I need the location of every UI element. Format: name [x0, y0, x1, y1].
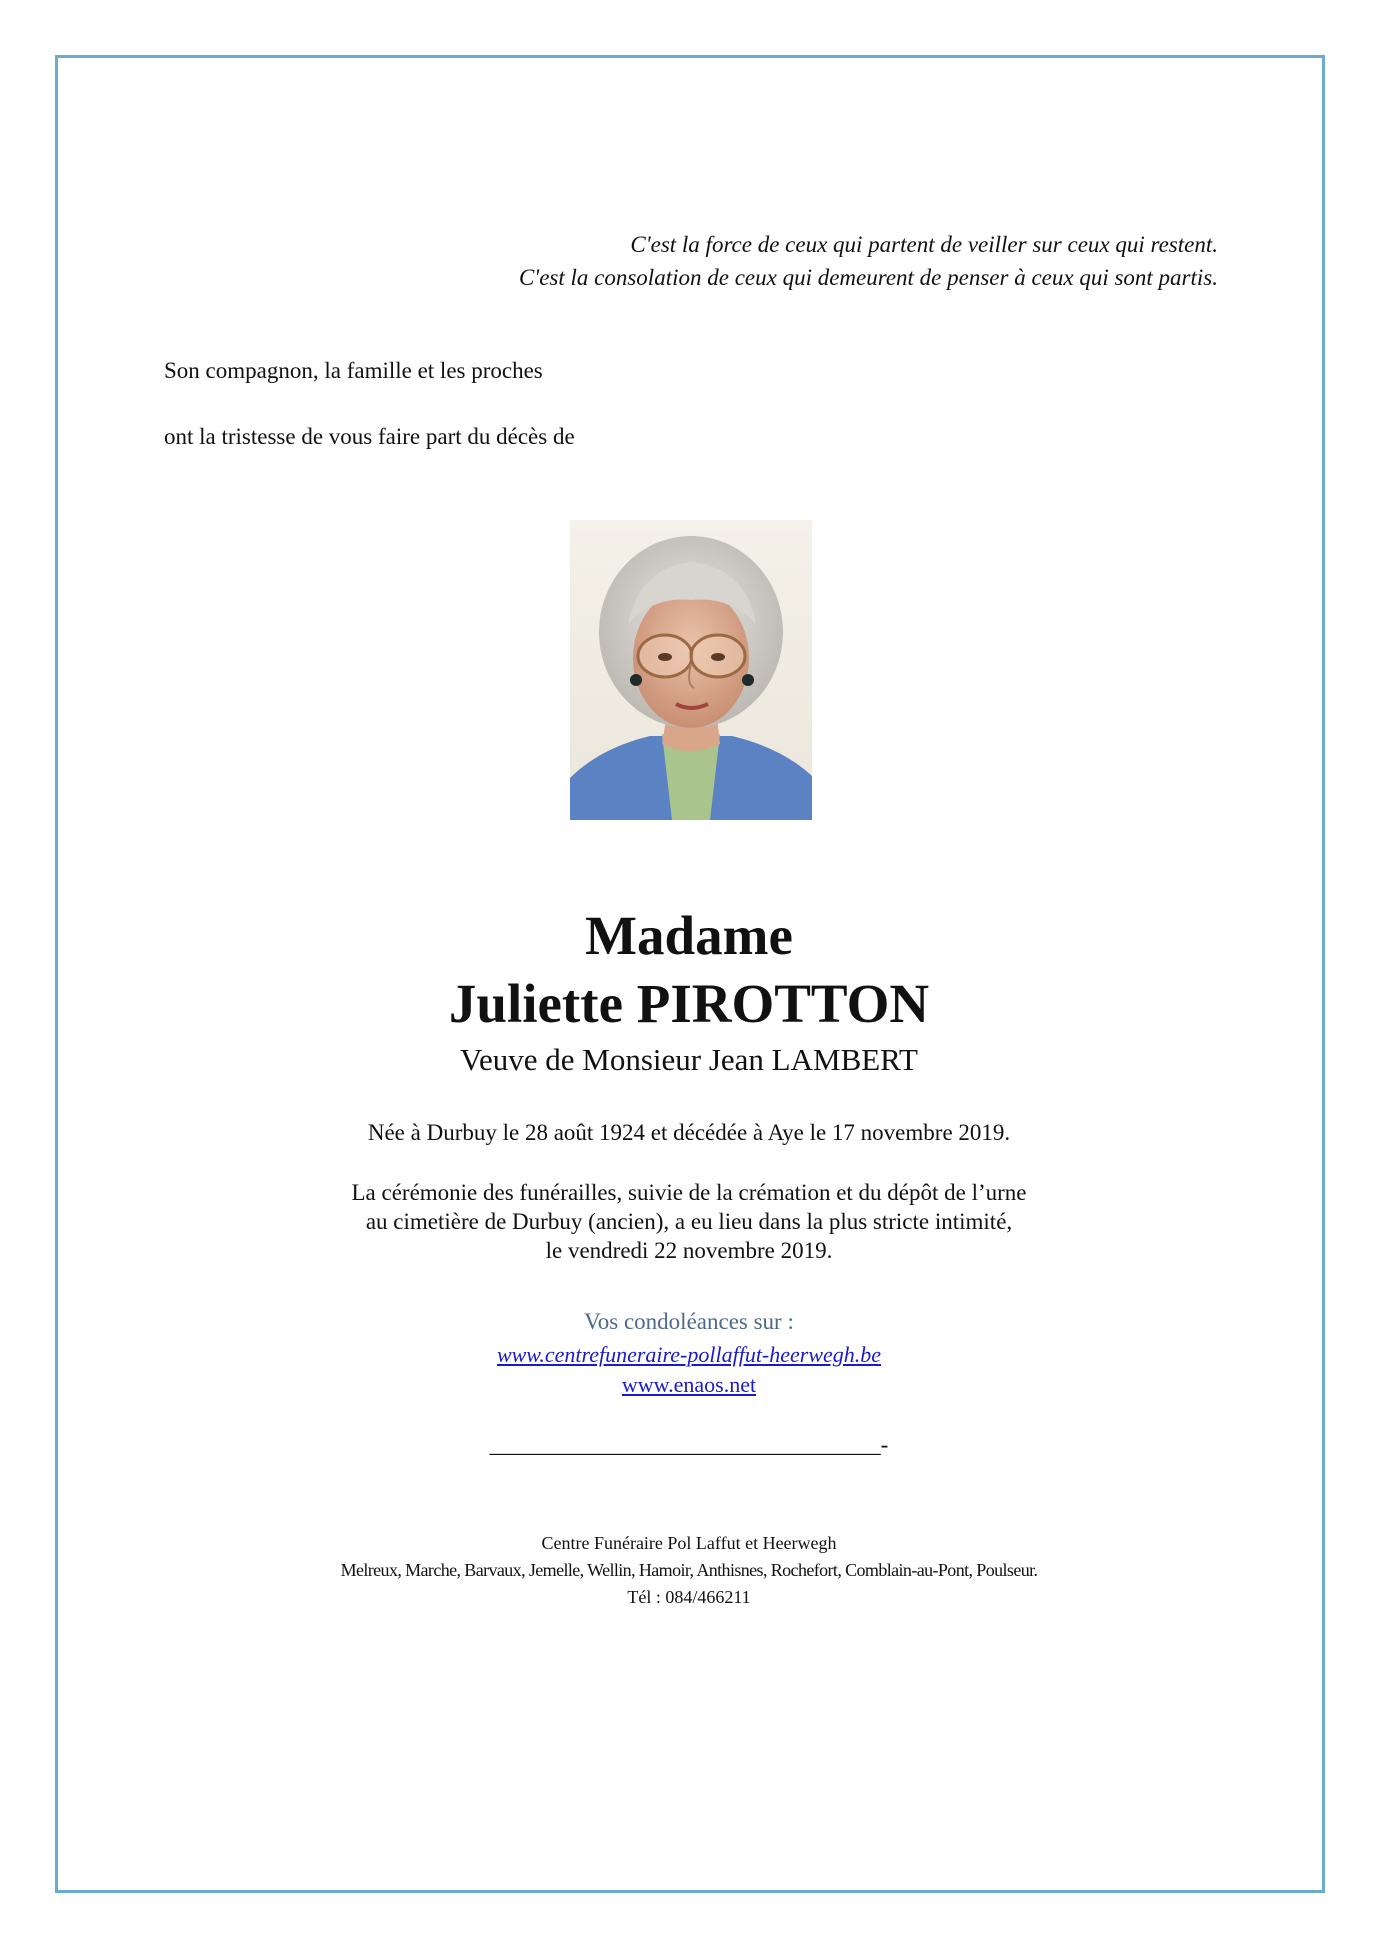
- ceremony-line-1: La cérémonie des funérailles, suivie de la crémation et du dépôt de l’urne: [351, 1180, 1027, 1205]
- condolences-label: Vos condoléances sur :: [584, 1309, 794, 1334]
- birth-death-line: Née à Durbuy le 28 août 1924 et décédée à Aye le 17 novembre 2019.: [367, 1120, 1011, 1145]
- intro-line-1: Son compagnon, la famille et les proches: [164, 358, 543, 383]
- condolences-link-enaos[interactable]: www.enaos.net: [621, 1372, 757, 1397]
- deceased-heading: [0, 902, 1378, 1038]
- ceremony-line-3: le vendredi 22 novembre 2019.: [545, 1238, 833, 1263]
- separator-line: __________________________________-: [489, 1432, 889, 1457]
- spouse-line: Veuve de Monsieur Jean LAMBERT: [460, 1042, 918, 1077]
- quote-line-2: C'est la consolation de ceux qui demeurent de penser à ceux qui sont partis.: [518, 265, 1218, 290]
- portrait-photo: [570, 520, 812, 820]
- deceased-title: Madame: [585, 905, 793, 966]
- footer-phone: Tél : 084/466211: [627, 1587, 751, 1607]
- footer-company: Centre Funéraire Pol Laffut et Heerwegh: [541, 1533, 837, 1553]
- ceremony-text: [0, 1178, 1378, 1265]
- epigraph-quote: [519, 228, 1218, 294]
- footer-places: Melreux, Marche, Barvaux, Jemelle, Wellin, Hamoir, Anthisnes, Rochefort, Comblain-au-Pont, Poulseur.: [340, 1560, 1038, 1580]
- deceased-name: Juliette PIROTTON: [448, 973, 930, 1034]
- condolences-link-funeral-center[interactable]: www.centrefuneraire-pollaffut-heerwegh.be: [496, 1342, 882, 1367]
- quote-line-1: C'est la force de ceux qui partent de veiller sur ceux qui restent.: [630, 232, 1218, 257]
- ceremony-line-2: au cimetière de Durbuy (ancien), a eu lieu dans la plus stricte intimité,: [365, 1209, 1013, 1234]
- intro-line-2: ont la tristesse de vous faire part du décès de: [164, 424, 575, 449]
- footer: [0, 1530, 1378, 1611]
